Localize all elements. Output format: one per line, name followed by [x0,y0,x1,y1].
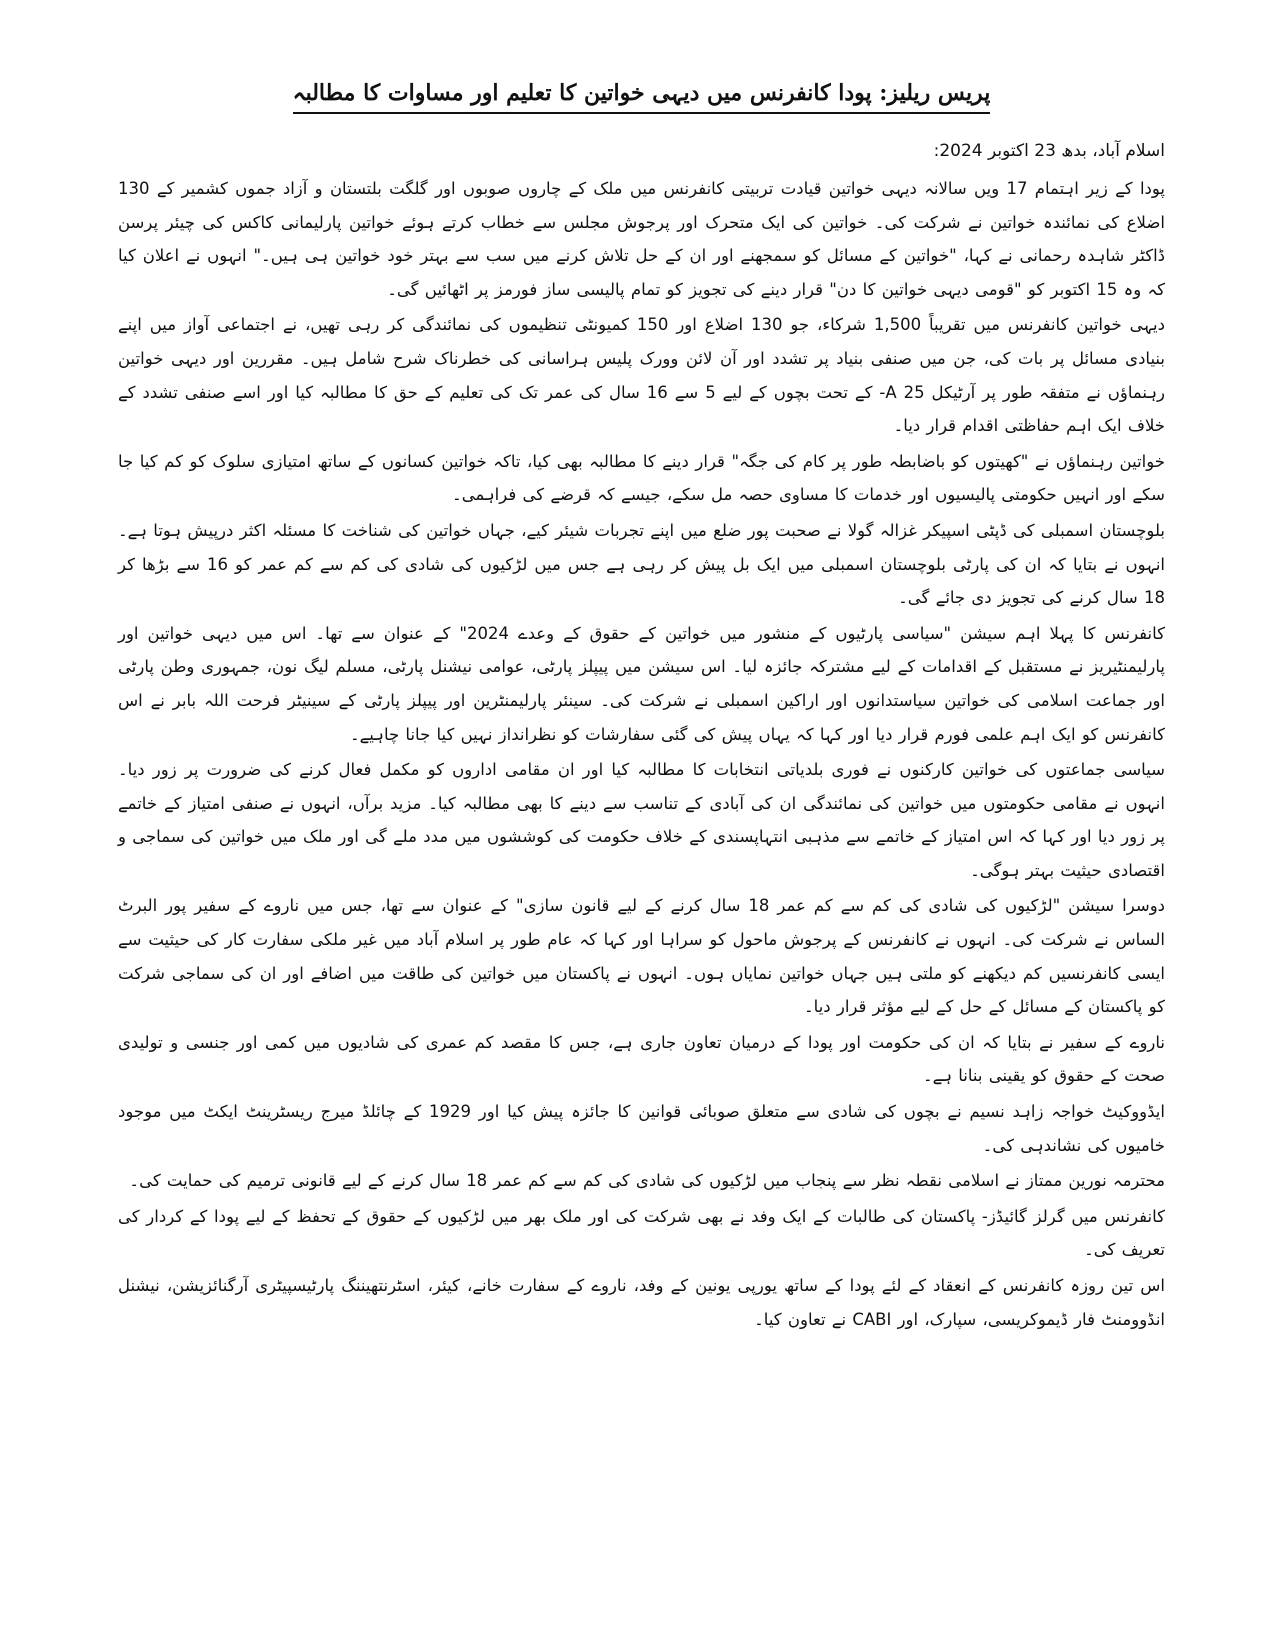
paragraph: کانفرنس کا پہلا اہم سیشن "سیاسی پارٹیوں کے منشور میں خواتین کے حقوق کے وعدے 2024" کے عنوان سے تھا۔ اس میں دیہی خواتین اور پارلیمنٹیریز نے مستقبل کے اقدامات کے لیے مشترکہ جائزہ لیا۔ اس سیشن میں پیپلز پارٹی، عوامی نیشنل پارٹی، مسلم لیگ نون، جمہوری وطن پارٹی اور جماعت اسلامی کی خواتین سیاستدانوں اور اراکین اسمبلی نے شرکت کی۔ سینئر پارلیمنٹرین اور پیپلز پارٹی کے سینیٹر فرحت اللہ بابر نے اس کانفرنس کو ایک اہم علمی فورم قرار دیا اور کہا کہ یہاں پیش کی گئی سفارشات کو نظرانداز نہیں کیا جانا چاہیے۔ [118,623,1165,744]
paragraph: ایڈووکیٹ خواجہ زاہد نسیم نے بچوں کی شادی سے متعلق صوبائی قوانین کا جائزہ پیش کیا اور 1929 کے چائلڈ میرج ریسٹرینٹ ایکٹ میں موجود خامیوں کی نشاندہی کی۔ [118,1102,1165,1155]
paragraph: سیاسی جماعتوں کی خواتین کارکنوں نے فوری بلدیاتی انتخابات کا مطالبہ کیا اور ان مقامی اداروں کو مکمل فعال کرنے کی ضرورت پر زور دیا۔ انہوں نے مقامی حکومتوں میں خواتین کی نمائندگی ان کی آبادی کے تناسب سے دینے کا بھی مطالبہ کیا۔ مزید برآں، انہوں نے صنفی امتیاز کے خاتمے پر زور دیا اور کہا کہ اس امتیاز کے خاتمے سے مذہبی انتہاپسندی کے خلاف حکومت کی کوششوں میں مدد ملے گی اور ملک میں خواتین کی سماجی و اقتصادی حیثیت بہتر ہوگی۔ [118,760,1165,880]
paragraph: اس تین روزہ کانفرنس کے انعقاد کے لئے پودا کے ساتھ یورپی یونین کے وفد، ناروے کے سفارت خانے، کیئر، اسٹرنتھیننگ پارٹیسپیٹری آرگنائزیشن، نیشنل انڈوومنٹ فار ڈیموکریسی، سپارک، اور CABI نے تعاون کیا۔ [118,1276,1165,1329]
title-container [118,76,1165,114]
paragraph: ناروے کے سفیر نے بتایا کہ ان کی حکومت اور پودا کے درمیان تعاون جاری ہے، جس کا مقصد کم عمری کی شادیوں میں کمی اور جنسی و تولیدی صحت کے حقوق کو یقینی بنانا ہے۔ [118,1032,1165,1086]
paragraph: دیہی خواتین کانفرنس میں تقریباً 1,500 شرکاء، جو 130 اضلاع اور 150 کمیونٹی تنظیموں کی نمائندگی کر رہی تھیں، نے اجتماعی آواز میں اپنے بنیادی مسائل پر بات کی، جن میں صنفی بنیاد پر تشدد اور آن لائن وورک پلیس ہراسانی کی خطرناک شرح شامل ہیں۔ مقررین اور دیہی خواتین رہنماؤں نے متفقہ طور پر آرٹیکل 25 A- کے تحت بچوں کے لیے 5 سے 16 سال کی عمر تک کی تعلیم کے حق کا مطالبہ کیا اور اسے صنفی تشدد کے خلاف ایک اہم حفاظتی اقدام قرار دیا۔ [118,315,1166,436]
dateline: اسلام آباد، بدھ 23 اکتوبر 2024: [933,141,1165,161]
document-title: پریس ریلیز: پودا کانفرنس میں دیہی خواتین کا تعلیم اور مساوات کا مطالبہ [293,76,991,114]
paragraph: دوسرا سیشن "لڑکیوں کی شادی کی کم سے کم عمر 18 سال کرنے کے لیے قانون سازی" کے عنوان سے تھا، جس میں ناروے کے سفیر پور البرٹ الساس نے شرکت کی۔ انہوں نے کانفرنس کے پرجوش ماحول کو سراہا اور کہا کہ عام طور پر اسلام آباد میں غیر ملکی سفارت کار کی حیثیت سے ایسی کانفرنسیں کم دیکھنے کو ملتی ہیں جہاں خواتین نمایاں ہوں۔ انہوں نے پاکستان میں خواتین کی طاقت میں اضافے اور ان کی سماجی شرکت کو پاکستان کے مسائل کے حل کے لیے مؤثر قرار دیا۔ [118,896,1166,1017]
paragraph: کانفرنس میں گرلز گائیڈز- پاکستان کی طالبات کے ایک وفد نے بھی شرکت کی اور ملک بھر میں لڑکیوں کے حقوق کے تحفظ کے لیے پودا کے کردار کی تعریف کی۔ [118,1206,1165,1260]
paragraph: بلوچستان اسمبلی کی ڈپٹی اسپیکر غزالہ گولا نے صحبت پور ضلع میں اپنے تجربات شیئر کیے، جہاں خواتین کی شناخت کا مسئلہ اکثر درپیش ہوتا ہے۔ انہوں نے بتایا کہ ان کی پارٹی بلوچستان اسمبلی میں ایک بل پیش کر رہی ہے جس میں لڑکیوں کی شادی کی کم سے کم عمر کو 16 سے بڑھا کر 18 سال کرنے کی تجویز دی جائے گی۔ [118,520,1165,608]
paragraph: پودا کے زیر اہتمام 17 ویں سالانہ دیہی خواتین قیادت تربیتی کانفرنس میں ملک کے چاروں صوبوں اور گلگت بلتستان و آزاد جموں کشمیر کے 130 اضلاع کی نمائندہ خواتین نے شرکت کی۔ خواتین کی ایک متحرک اور پرجوش مجلس سے خطاب کرتے ہوئے خواتین پارلیمانی کاکس کی چیئر پرسن ڈاکٹر شاہدہ رحمانی نے کہا، "خواتین کے مسائل کو سمجھنے اور ان کے حل تلاش کرنے میں سب سے بہتر خود خواتین ہی ہیں۔" انہوں نے اعلان کیا کہ وہ 15 اکتوبر کو "قومی دیہی خواتین کا دن" قرار دینے کی تجویز کو تمام پالیسی ساز فورمز پر اٹھائیں گی۔ [118,179,1165,299]
paragraph: خواتین رہنماؤں نے "کھیتوں کو باضابطہ طور پر کام کی جگہ" قرار دینے کا مطالبہ بھی کیا، تاکہ خواتین کسانوں کے ساتھ امتیازی سلوک کو کم کیا جا سکے اور انہیں حکومتی پالیسیوں اور خدمات کا مساوی حصہ مل سکے، جیسے کہ قرضے کی فراہمی۔ [118,451,1165,505]
paragraph: محترمہ نورین ممتاز نے اسلامی نقطہ نظر سے پنجاب میں لڑکیوں کی شادی کی کم سے کم عمر 18 سال کرنے کے لیے قانونی ترمیم کی حمایت کی۔ [129,1171,1165,1191]
